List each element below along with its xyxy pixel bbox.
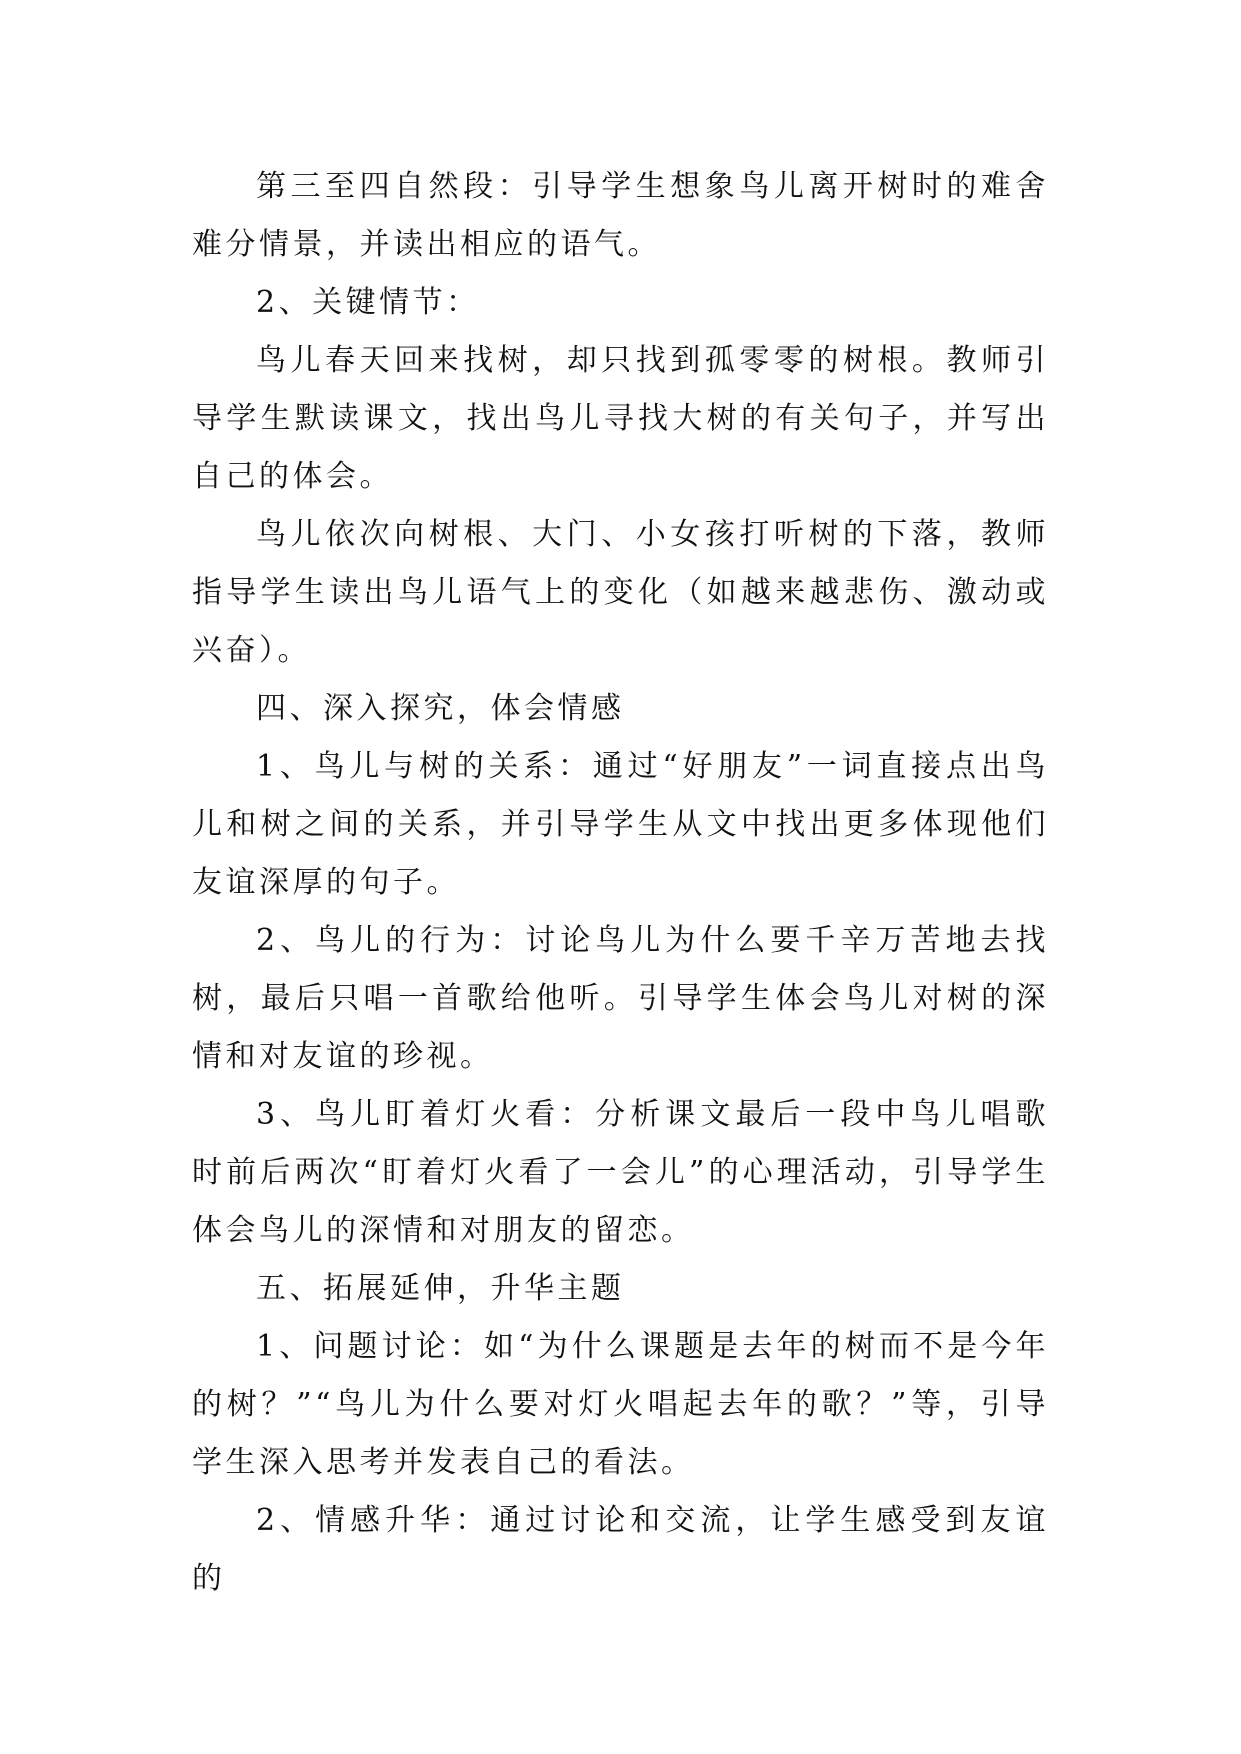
paragraph-relationship: 1、鸟儿与树的关系：通过“好朋友”一词直接点出鸟儿和树之间的关系，并引导学生从文中找出更多体现他们友谊深厚的句子。 (192, 749, 1049, 900)
paragraph-scene-reading: 第三至四自然段：引导学生想象鸟儿离开树时的难舍难分情景，并读出相应的语气。 (192, 169, 1049, 262)
paragraph-bird-behavior: 2、鸟儿的行为：讨论鸟儿为什么要千辛万苦地去找树，最后只唱一首歌给他听。引导学生体会鸟儿对树的深情和对友谊的珍视。 (192, 923, 1049, 1074)
paragraph-emotion-sublimation: 2、情感升华：通过讨论和交流，让学生感受到友谊的 (192, 1503, 1049, 1596)
paragraph-question-discussion: 1、问题讨论：如“为什么课题是去年的树而不是今年的树？”“鸟儿为什么要对灯火唱起去年的歌？”等，引导学生深入思考并发表自己的看法。 (192, 1329, 1049, 1480)
section-heading-four: 四、深入探究，体会情感 (256, 691, 625, 726)
paragraph-bird-finds-root: 鸟儿春天回来找树，却只找到孤零零的树根。教师引导学生默读课文，找出鸟儿寻找大树的有关句子，并写出自己的体会。 (192, 343, 1049, 494)
paragraph-bird-asks: 鸟儿依次向树根、大门、小女孩打听树的下落，教师指导学生读出鸟儿语气上的变化（如越来越悲伤、激动或兴奋）。 (192, 517, 1049, 668)
paragraph-bird-watching-light: 3、鸟儿盯着灯火看：分析课文最后一段中鸟儿唱歌时前后两次“盯着灯火看了一会儿”的心理活动，引导学生体会鸟儿的深情和对朋友的留恋。 (192, 1097, 1049, 1248)
section-heading-five: 五、拓展延伸，升华主题 (256, 1271, 625, 1306)
paragraph-key-plot-heading: 2、关键情节： (256, 285, 480, 320)
